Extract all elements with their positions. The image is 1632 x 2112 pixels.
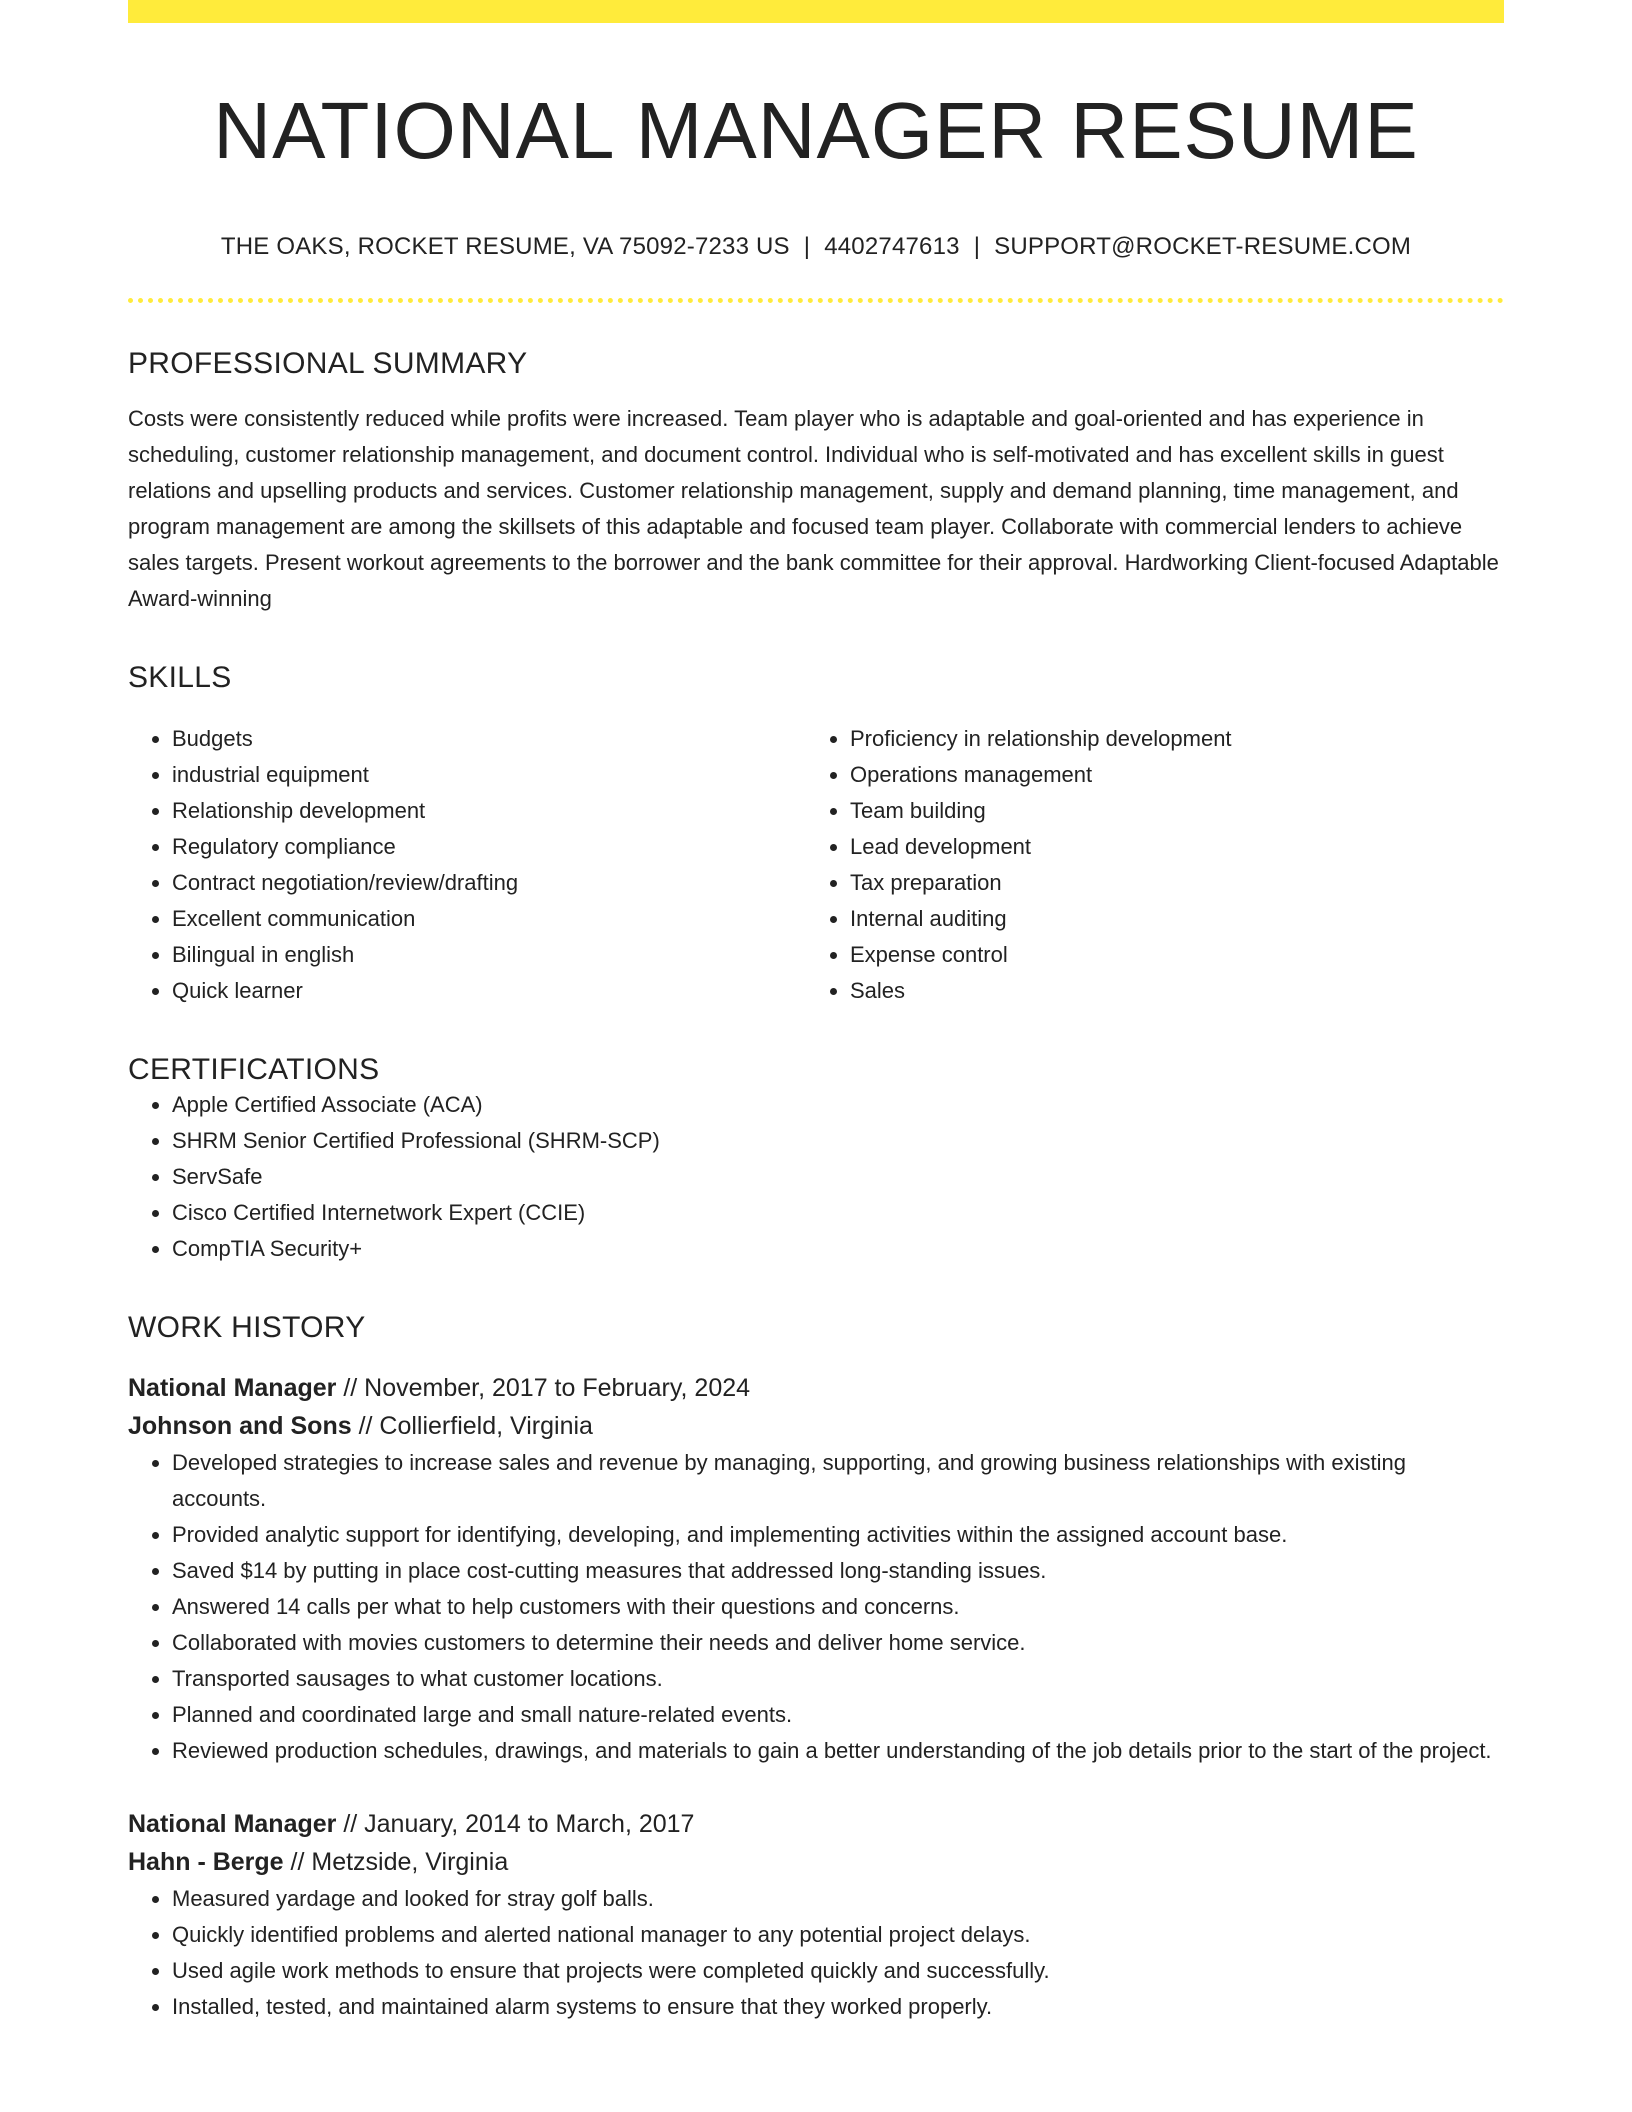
skills-left-column bbox=[128, 721, 806, 1009]
skills-heading: SKILLS bbox=[128, 661, 232, 694]
skill-item: • Relationship development bbox=[172, 793, 806, 829]
contact-email: SUPPORT@ROCKET-RESUME.COM bbox=[994, 233, 1412, 260]
job-duty-item: • Measured yardage and looked for stray golf balls. bbox=[172, 1881, 1504, 1917]
job-duty-item: • Quickly identified problems and alerted national manager to any potential project delays. bbox=[172, 1917, 1504, 1953]
job-dates: // November, 2017 to February, 2024 bbox=[336, 1374, 751, 1402]
job-role-line bbox=[128, 1805, 1504, 1843]
skill-item: • Lead development bbox=[850, 829, 1484, 865]
certification-item: • CompTIA Security+ bbox=[172, 1231, 1504, 1267]
skills-section bbox=[128, 661, 1504, 1009]
skills-columns bbox=[128, 721, 1504, 1009]
skill-item: • Regulatory compliance bbox=[172, 829, 806, 865]
certification-item: • ServSafe bbox=[172, 1159, 1504, 1195]
certification-item: • Cisco Certified Internetwork Expert (CCIE) bbox=[172, 1195, 1504, 1231]
contact-phone: 4402747613 bbox=[824, 233, 960, 260]
job-entry bbox=[128, 1805, 1504, 2025]
skills-right-list bbox=[806, 721, 1484, 1009]
contact-line bbox=[128, 233, 1504, 261]
contact-separator: | bbox=[973, 233, 981, 260]
skill-item: • Sales bbox=[850, 973, 1484, 1009]
job-dates: // January, 2014 to March, 2017 bbox=[336, 1810, 695, 1838]
contact-separator: | bbox=[803, 233, 811, 260]
skill-item: • Proficiency in relationship development bbox=[850, 721, 1484, 757]
certification-item: • SHRM Senior Certified Professional (SHRM-SCP) bbox=[172, 1123, 1504, 1159]
certifications-section bbox=[128, 1053, 1504, 1267]
job-company: Johnson and Sons bbox=[128, 1412, 352, 1440]
job-duty-item: • Planned and coordinated large and small nature-related events. bbox=[172, 1697, 1504, 1733]
job-location: // Metzside, Virginia bbox=[283, 1848, 509, 1876]
work-history-section bbox=[128, 1311, 1504, 2025]
job-company-line bbox=[128, 1407, 1504, 1445]
job-duty-item: • Developed strategies to increase sales and revenue by managing, supporting, and growing business relationships with existing accounts. bbox=[172, 1445, 1504, 1517]
resume-title: NATIONAL MANAGER RESUME bbox=[213, 86, 1419, 175]
job-duty-item: • Installed, tested, and maintained alarm systems to ensure that they worked properly. bbox=[172, 1989, 1504, 2025]
skill-item: • Expense control bbox=[850, 937, 1484, 973]
job-duty-item: • Collaborated with movies customers to determine their needs and deliver home service. bbox=[172, 1625, 1504, 1661]
skills-left-list bbox=[128, 721, 806, 1009]
job-duty-item: • Used agile work methods to ensure that projects were completed quickly and successfully. bbox=[172, 1953, 1504, 1989]
contact-address: THE OAKS, ROCKET RESUME, VA 75092-7233 US bbox=[220, 233, 790, 260]
certification-item: • Apple Certified Associate (ACA) bbox=[172, 1087, 1504, 1123]
job-duty-item: • Provided analytic support for identifying, developing, and implementing activities within the assigned account base. bbox=[172, 1517, 1504, 1553]
skill-item: • Contract negotiation/review/drafting bbox=[172, 865, 806, 901]
skill-item: • Internal auditing bbox=[850, 901, 1484, 937]
summary-text: Costs were consistently reduced while profits were increased. Team player who is adaptable and goal-oriented and has experience in scheduling, customer relationship management, and document control. Individual who is self-motivated and has excellent skills in guest relations and upselling products and services. Customer relationship management, supply and demand planning, time management, and program management are among the skillsets of this adaptable and focused team player. Collaborate with commercial lenders to achieve sales targets. Present workout agreements to the borrower and the bank committee for their approval. Hardworking Client-focused Adaptable Award-winning bbox=[128, 406, 1499, 611]
skill-item: • Tax preparation bbox=[850, 865, 1484, 901]
skills-right-column bbox=[806, 721, 1484, 1009]
skill-item: • Team building bbox=[850, 793, 1484, 829]
dotted-divider bbox=[128, 298, 1504, 303]
resume-page bbox=[128, 0, 1504, 2025]
summary-heading: PROFESSIONAL SUMMARY bbox=[128, 347, 528, 380]
job-company: Hahn - Berge bbox=[128, 1848, 284, 1876]
skill-item: • Quick learner bbox=[172, 973, 806, 1009]
job-duty-item: • Reviewed production schedules, drawings, and materials to gain a better understanding of the job details prior to the start of the project. bbox=[172, 1733, 1504, 1769]
certifications-list bbox=[128, 1087, 1504, 1267]
job-role: National Manager bbox=[128, 1374, 337, 1402]
skill-item: • Budgets bbox=[172, 721, 806, 757]
skill-item: • Operations management bbox=[850, 757, 1484, 793]
job-location: // Collierfield, Virginia bbox=[351, 1412, 593, 1440]
skill-item: • industrial equipment bbox=[172, 757, 806, 793]
summary-section bbox=[128, 347, 1504, 617]
top-accent-bar bbox=[128, 0, 1504, 23]
job-duty-item: • Saved $14 by putting in place cost-cutting measures that addressed long-standing issues. bbox=[172, 1553, 1504, 1589]
work-history-heading: WORK HISTORY bbox=[128, 1311, 366, 1344]
job-role: National Manager bbox=[128, 1810, 337, 1838]
job-entry bbox=[128, 1369, 1504, 1769]
job-role-line bbox=[128, 1369, 1504, 1407]
job-duties-list bbox=[128, 1445, 1504, 1769]
job-duty-item: • Answered 14 calls per what to help customers with their questions and concerns. bbox=[172, 1589, 1504, 1625]
job-duty-item: • Transported sausages to what customer locations. bbox=[172, 1661, 1504, 1697]
job-company-line bbox=[128, 1843, 1504, 1881]
skill-item: • Bilingual in english bbox=[172, 937, 806, 973]
skill-item: • Excellent communication bbox=[172, 901, 806, 937]
job-duties-list bbox=[128, 1881, 1504, 2025]
certifications-heading: CERTIFICATIONS bbox=[128, 1053, 380, 1086]
